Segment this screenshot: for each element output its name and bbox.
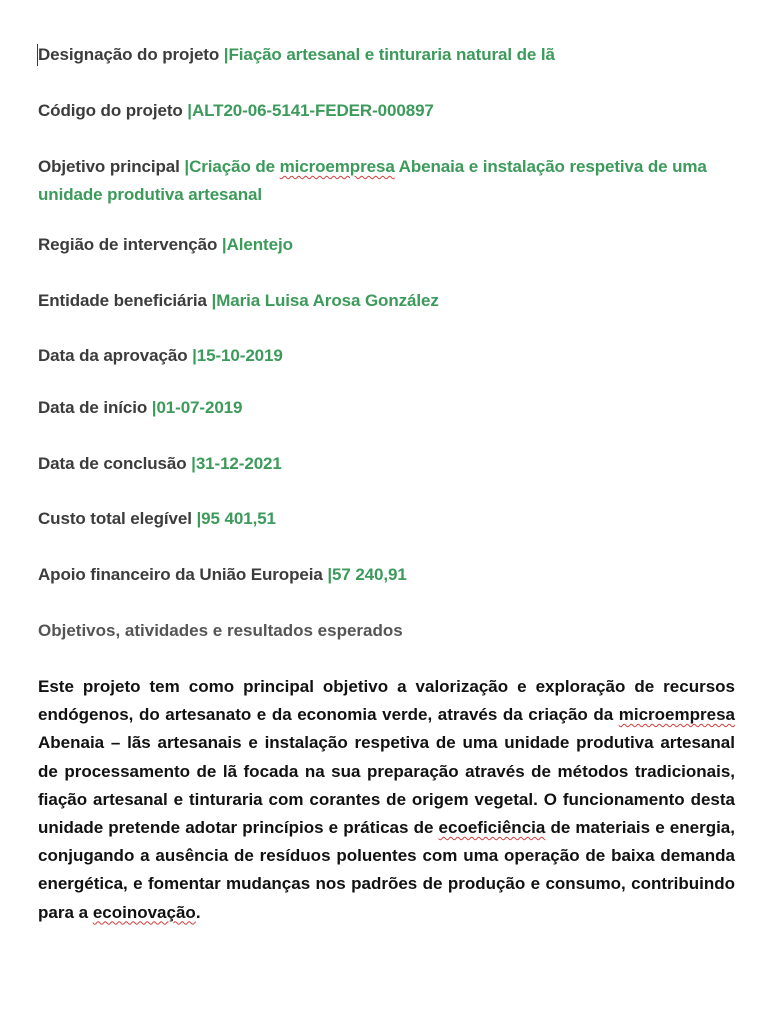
field-end-date — [38, 450, 738, 478]
field-separator: | — [327, 565, 332, 584]
field-value: 31-12-2021 — [195, 454, 282, 473]
field-value-post: Abenaia e instalação respetiva de uma unidade produtiva artesanal — [38, 157, 707, 204]
field-value: 01-07-2019 — [156, 398, 243, 417]
field-value: ALT20-06-5141-FEDER-000897 — [191, 101, 434, 120]
field-value: 95 401,51 — [201, 509, 276, 528]
field-separator: | — [211, 291, 217, 310]
description-text: Este projeto tem como principal objetivo a valorização e exploração de recursos endógenos, do artesanato e da economia verde, através da criação da — [38, 677, 735, 725]
field-separator: | — [191, 454, 196, 473]
field-label: Apoio financeiro da União Europeia — [38, 565, 323, 584]
description-text: . — [195, 902, 201, 922]
field-separator: | — [223, 45, 229, 64]
field-project-name — [38, 41, 738, 69]
section-heading: Objetivos, atividades e resultados esperados — [38, 621, 403, 640]
field-separator: | — [151, 398, 157, 417]
field-separator: | — [184, 157, 190, 176]
field-separator: | — [196, 509, 202, 528]
description-text: de materiais e energia, conjugando a ausência de resíduos poluentes com uma operação de baixa demanda energética, e fomentar mudanças nos padrões de produção e consumo, contribuindo para a — [38, 818, 735, 922]
field-label: Custo total elegível — [38, 509, 192, 528]
field-value: 15-10-2019 — [196, 346, 283, 365]
misspelled-word[interactable]: microempresa — [618, 705, 735, 725]
field-label: Código do projeto — [38, 101, 183, 120]
field-label: Região de intervenção — [38, 235, 218, 254]
field-label: Entidade beneficiária — [38, 291, 207, 310]
field-value: Maria Luisa Arosa González — [216, 291, 439, 310]
field-value-pre: Criação de — [189, 157, 280, 176]
field-label: Designação do projeto — [38, 45, 220, 64]
description-text: Abenaia – lãs artesanais e instalação respetiva de uma unidade produtiva artesanal de processamento de lã focada na sua preparação através de métodos tradicionais, fiação artesanal e tinturaria com corantes de origem vegetal. O funcionamento desta unidade pretende adotar princípios e práticas de — [38, 733, 735, 838]
field-main-objective — [38, 153, 728, 209]
field-separator: | — [192, 346, 197, 365]
project-description — [38, 673, 735, 927]
misspelled-word[interactable]: ecoinovação — [92, 902, 196, 922]
field-separator: | — [187, 101, 192, 120]
field-project-code — [38, 97, 738, 125]
misspelled-word[interactable]: microempresa — [279, 157, 395, 176]
field-value: Fiação artesanal e tinturaria natural de lã — [228, 45, 555, 64]
field-label: Objetivo principal — [38, 157, 180, 176]
field-value: 57 240,91 — [331, 565, 407, 584]
misspelled-word[interactable]: ecoeficiência — [438, 818, 546, 838]
field-value: Alentejo — [226, 235, 293, 254]
field-approval-date — [38, 342, 738, 370]
field-region — [38, 231, 738, 259]
field-eligible-cost — [38, 505, 738, 533]
field-start-date — [38, 394, 738, 422]
field-beneficiary — [38, 287, 738, 315]
field-label: Data de início — [38, 398, 148, 417]
field-eu-support — [38, 561, 738, 589]
field-label: Data da aprovação — [38, 346, 188, 365]
field-label: Data de conclusão — [38, 454, 187, 473]
field-separator: | — [221, 235, 227, 254]
